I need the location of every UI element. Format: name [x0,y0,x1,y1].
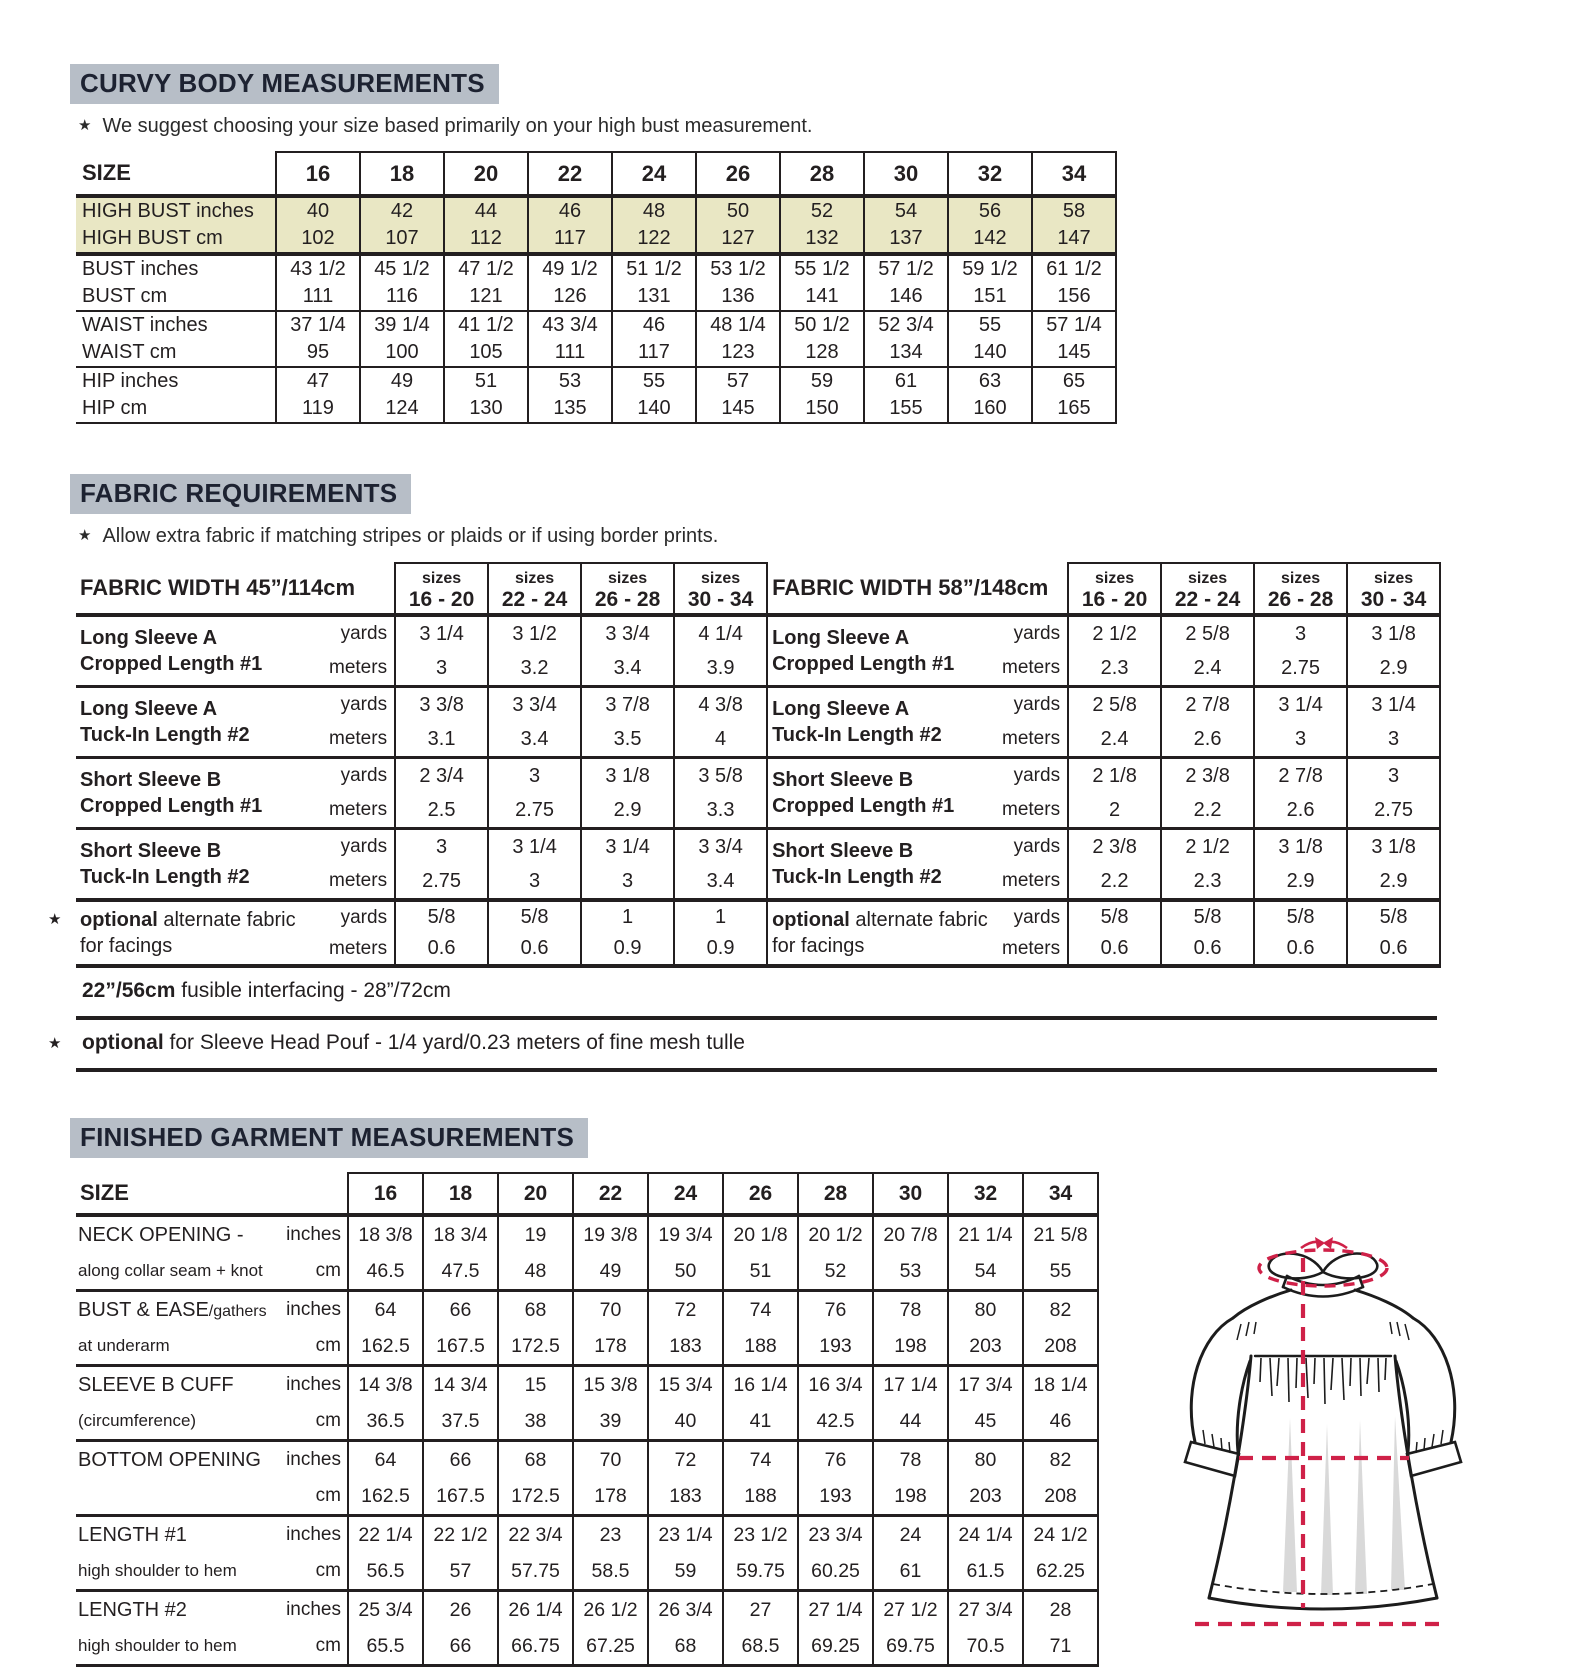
measurement-cell: 14 3/8 36.5 [348,1366,423,1441]
measurement-cell: 51 1/2 131 [612,254,696,311]
unit-labels: yards meters [329,829,395,901]
size-group-header: sizes 22 - 24 [1161,563,1254,615]
unit-labels: yards meters [990,615,1068,687]
measurement-cell: 64 162.5 [348,1441,423,1516]
size-header-row [76,1173,1098,1215]
yardage-cell: 5/8 0.6 [1347,900,1440,966]
measurement-cell: 46 117 [528,196,612,254]
star-icon: ★ [78,117,92,134]
fabric-table-58in [768,562,1441,968]
finished-measurement-row [76,1516,1098,1591]
measurement-cell: 50 1/2 128 [780,311,864,367]
body-measurements-note [78,115,1591,138]
fabric-row [76,758,767,829]
measurement-cell: 27 68.5 [723,1591,798,1666]
measurement-cell: 17 1/4 44 [873,1366,948,1441]
size-column-header: 32 [948,152,1032,196]
measurement-cell: 23 1/2 59.75 [723,1516,798,1591]
measurement-cell: 47 1/2 121 [444,254,528,311]
garment-view-label: Long Sleeve A Cropped Length #1 [768,615,990,687]
measurement-cell: 21 1/4 54 [948,1215,1023,1291]
measurement-row [76,254,1116,311]
size-group-header: sizes 26 - 28 [581,563,674,615]
measurement-cell: 39 1/4 100 [360,311,444,367]
size-column-header: 34 [1023,1173,1098,1215]
measurement-cell: 37 1/4 95 [276,311,360,367]
measurement-cell: 26 66 [423,1591,498,1666]
yardage-cell: 3 2.75 [1347,758,1440,829]
size-column-header: 22 [528,152,612,196]
size-column-header: 16 [276,152,360,196]
measurement-cell: 27 3/4 70.5 [948,1591,1023,1666]
measurement-cell: 18 3/8 46.5 [348,1215,423,1291]
yardage-cell: 3 2.75 [488,758,581,829]
measurement-cell: 82 208 [1023,1441,1098,1516]
size-row-label: SIZE [76,1173,348,1215]
size-column-header: 20 [444,152,528,196]
measurement-cell: 14 3/4 37.5 [423,1366,498,1441]
measurement-row [76,367,1116,423]
yardage-cell: 2 1/8 2 [1068,758,1161,829]
measurement-cell: 56 142 [948,196,1032,254]
row-label: HIGH BUST inches HIGH BUST cm [76,196,276,254]
fabric-row [768,758,1440,829]
fabric-row [768,829,1440,901]
measurement-row [76,196,1116,254]
measurement-cell: 78 198 [873,1441,948,1516]
garment-view-label: Short Sleeve B Cropped Length #1 [76,758,329,829]
size-column-header: 18 [423,1173,498,1215]
size-group-header: sizes 22 - 24 [488,563,581,615]
yardage-cell: 2 1/2 2.3 [1068,615,1161,687]
measurement-cell: 15 38 [498,1366,573,1441]
yardage-cell: 3 1/4 3 [395,615,488,687]
size-row-label: SIZE [76,152,276,196]
finished-measurement-row [76,1441,1098,1516]
tulle-note-text: for Sleeve Head Pouf - 1/4 yard/0.23 meters of fine mesh tulle [163,1031,745,1054]
size-column-header: 20 [498,1173,573,1215]
size-group-header: sizes 26 - 28 [1254,563,1347,615]
measurement-cell: 19 3/8 49 [573,1215,648,1291]
body-measurements-section [76,64,1591,424]
measurement-cell: 41 1/2 105 [444,311,528,367]
measurement-cell: 26 3/4 68 [648,1591,723,1666]
left-cuff [1185,1442,1239,1476]
measurement-cell: 68 172.5 [498,1291,573,1366]
section-title-fabric-requirements: FABRIC REQUIREMENTS [70,474,411,514]
yardage-cell: 2 3/8 2.2 [1068,829,1161,901]
size-group-header: sizes 30 - 34 [1347,563,1440,615]
measurement-cell: 27 1/2 69.75 [873,1591,948,1666]
measurement-cell: 65 165 [1032,367,1116,423]
measurement-cell: 22 1/4 56.5 [348,1516,423,1591]
size-column-header: 24 [648,1173,723,1215]
yardage-cell: 3 1/8 2.9 [581,758,674,829]
measurement-cell: 16 1/4 41 [723,1366,798,1441]
yardage-cell: 2 3/4 2.5 [395,758,488,829]
measurement-cell: 58 147 [1032,196,1116,254]
finished-measurement-row [76,1366,1098,1441]
measurement-cell: 76 193 [798,1441,873,1516]
measurement-cell: 20 1/8 51 [723,1215,798,1291]
measurement-cell: 18 1/4 46 [1023,1366,1098,1441]
interfacing-note [76,968,1437,1020]
note-text: We suggest choosing your size based primarily on your high bust measurement. [102,115,813,137]
measurement-cell: 72 183 [648,1291,723,1366]
body-left-edge [1209,1356,1251,1598]
fabric-width-label: FABRIC WIDTH 45”/114cm [76,563,395,615]
yardage-cell: 3 2.75 [1254,615,1347,687]
fabric-row [76,687,767,758]
garment-view-label: Long Sleeve A Cropped Length #1 [76,615,329,687]
measurement-cell: 68 172.5 [498,1441,573,1516]
yardage-cell: 3 5/8 3.3 [674,758,767,829]
measurement-cell: 45 1/2 116 [360,254,444,311]
row-label: LENGTH #2 inches high shoulder to hem cm [76,1591,348,1666]
size-column-header: 18 [360,152,444,196]
garment-view-label: Long Sleeve A Tuck-In Length #2 [76,687,329,758]
yardage-cell: 3 1/8 2.9 [1254,829,1347,901]
measurement-cell: 64 162.5 [348,1291,423,1366]
measurement-cell: 72 183 [648,1441,723,1516]
garment-view-label: optional alternate fabric for facings [768,900,990,966]
measurement-cell: 53 1/2 136 [696,254,780,311]
measurement-cell: 55 1/2 141 [780,254,864,311]
star-icon: ★ [48,911,62,928]
sleeve-gathers [1203,1322,1443,1453]
star-icon: ★ [48,1035,62,1052]
yardage-cell: 3 3/8 3.1 [395,687,488,758]
yardage-cell: 3 7/8 3.5 [581,687,674,758]
measurement-cell: 47 119 [276,367,360,423]
tulle-note-bold: optional [82,1031,164,1054]
body-measurements-table [76,151,1117,424]
yardage-cell: 3 1/4 3 [1347,687,1440,758]
measurement-cell: 19 3/4 50 [648,1215,723,1291]
measurement-cell: 61 155 [864,367,948,423]
yardage-cell: 3 1/8 2.9 [1347,615,1440,687]
measurement-cell: 78 198 [873,1291,948,1366]
yardage-cell: 3 1/4 3 [581,829,674,901]
measurement-cell: 48 122 [612,196,696,254]
row-label: SLEEVE B CUFF inches (circumference) cm [76,1366,348,1441]
measurement-cell: 57 1/2 146 [864,254,948,311]
garment-view-label: Short Sleeve B Tuck-In Length #2 [76,829,329,901]
measurement-cell: 76 193 [798,1291,873,1366]
unit-labels: yards meters [329,687,395,758]
yardage-cell: 4 1/4 3.9 [674,615,767,687]
measurement-cell: 19 48 [498,1215,573,1291]
measurement-cell: 26 1/2 67.25 [573,1591,648,1666]
measurement-cell: 70 178 [573,1441,648,1516]
size-column-header: 28 [780,152,864,196]
measurement-cell: 74 188 [723,1291,798,1366]
measurement-cell: 70 178 [573,1291,648,1366]
measurement-cell: 23 3/4 60.25 [798,1516,873,1591]
measurement-cell: 54 137 [864,196,948,254]
measurement-cell: 82 208 [1023,1291,1098,1366]
measurement-cell: 52 132 [780,196,864,254]
measurement-cell: 52 3/4 134 [864,311,948,367]
yardage-cell: 5/8 0.6 [1068,900,1161,966]
unit-labels: yards meters [990,900,1068,966]
row-label: NECK OPENING - inches along collar seam + knot cm [76,1215,348,1291]
measure-arrowheads [1315,1237,1333,1249]
measurement-cell: 49 124 [360,367,444,423]
measurement-cell: 46 117 [612,311,696,367]
measurement-cell: 21 5/8 55 [1023,1215,1098,1291]
left-sleeve [1191,1318,1233,1442]
size-group-header: sizes 16 - 20 [395,563,488,615]
yardage-cell: 3 1/4 3 [1254,687,1347,758]
size-column-header: 30 [864,152,948,196]
measurement-cell: 44 112 [444,196,528,254]
measurement-cell: 24 1/4 61.5 [948,1516,1023,1591]
yardage-cell: 3 3/4 3.4 [488,687,581,758]
size-column-header: 16 [348,1173,423,1215]
garment-view-label: Short Sleeve B Cropped Length #1 [768,758,990,829]
garment-view-label: Long Sleeve A Tuck-In Length #2 [768,687,990,758]
yardage-cell: 5/8 0.6 [488,900,581,966]
unit-labels: yards meters [990,758,1068,829]
fabric-row [76,615,767,687]
row-label: LENGTH #1 inches high shoulder to hem cm [76,1516,348,1591]
measurement-cell: 25 3/4 65.5 [348,1591,423,1666]
yardage-cell: 2 3/8 2.2 [1161,758,1254,829]
unit-labels: yards meters [990,829,1068,901]
row-label: HIP inches HIP cm [76,367,276,423]
yardage-cell: 5/8 0.6 [395,900,488,966]
row-label: BUST & EASE/gathers inches at underarm cm [76,1291,348,1366]
measurement-row [76,311,1116,367]
measurement-cell: 53 135 [528,367,612,423]
size-column-header: 30 [873,1173,948,1215]
measurement-cell: 74 188 [723,1441,798,1516]
fabric-row [768,615,1440,687]
yardage-cell: 2 5/8 2.4 [1161,615,1254,687]
measurement-cell: 43 3/4 111 [528,311,612,367]
measurement-cell: 40 102 [276,196,360,254]
measurement-cell: 24 1/2 62.25 [1023,1516,1098,1591]
yardage-cell: 1 0.9 [674,900,767,966]
measurement-cell: 66 167.5 [423,1441,498,1516]
garment-view-label: ★ optional alternate fabric for facings [76,900,329,966]
yardage-cell: 2 1/2 2.3 [1161,829,1254,901]
yardage-cell: 2 5/8 2.4 [1068,687,1161,758]
fabric-row [76,900,767,966]
finished-measurement-row [76,1591,1098,1666]
fabric-row [768,900,1440,966]
note-text: Allow extra fabric if matching stripes or plaids or if using border prints. [102,525,719,547]
measurement-cell: 57 145 [696,367,780,423]
measurement-cell: 59 150 [780,367,864,423]
measurement-cell: 23 1/4 59 [648,1516,723,1591]
measurement-cell: 48 1/4 123 [696,311,780,367]
fabric-width-label: FABRIC WIDTH 58”/148cm [768,563,1068,615]
star-icon: ★ [78,527,92,544]
unit-labels: yards meters [990,687,1068,758]
measurement-cell: 63 160 [948,367,1032,423]
measurement-cell: 16 3/4 42.5 [798,1366,873,1441]
finished-measurement-row [76,1215,1098,1291]
finished-garment-section [76,1118,1591,1667]
measurement-cell: 43 1/2 111 [276,254,360,311]
row-label: WAIST inches WAIST cm [76,311,276,367]
finished-garment-table [76,1172,1099,1667]
unit-labels: yards meters [329,615,395,687]
fabric-table-45in [48,562,768,968]
measurement-cell: 15 3/8 39 [573,1366,648,1441]
size-column-header: 24 [612,152,696,196]
measurement-cell: 57 1/4 145 [1032,311,1116,367]
measurement-cell: 22 3/4 57.75 [498,1516,573,1591]
size-group-header: sizes 30 - 34 [674,563,767,615]
fabric-row [76,829,767,901]
yardage-cell: 2 7/8 2.6 [1161,687,1254,758]
yardage-cell: 3 3/4 3.4 [674,829,767,901]
yardage-cell: 1 0.9 [581,900,674,966]
hem [1209,1598,1437,1609]
row-label: BUST inches BUST cm [76,254,276,311]
garment-view-label: Short Sleeve B Tuck-In Length #2 [768,829,990,901]
fabric-tables [48,562,1591,968]
yardage-cell: 3 3/4 3.4 [581,615,674,687]
size-header-row [76,152,1116,196]
yardage-cell: 4 3/8 4 [674,687,767,758]
yardage-cell: 3 2.75 [395,829,488,901]
measurement-cell: 22 1/2 57 [423,1516,498,1591]
yardage-cell: 3 1/8 2.9 [1347,829,1440,901]
measurement-cell: 55 140 [948,311,1032,367]
size-column-header: 34 [1032,152,1116,196]
measurement-cell: 20 7/8 53 [873,1215,948,1291]
right-cuff [1407,1442,1461,1476]
measurement-cell: 28 71 [1023,1591,1098,1666]
measurement-cell: 59 1/2 151 [948,254,1032,311]
interfacing-text: fusible interfacing - 28”/72cm [175,979,451,1002]
blouse-technical-drawing [1155,1206,1485,1638]
fabric-requirements-note [78,525,1591,548]
measurement-cell: 61 1/2 156 [1032,254,1116,311]
measurement-cell: 23 58.5 [573,1516,648,1591]
yoke-gathers [1260,1358,1386,1404]
section-title-finished-garment: FINISHED GARMENT MEASUREMENTS [70,1118,588,1158]
fabric-row [768,687,1440,758]
yardage-cell: 5/8 0.6 [1254,900,1347,966]
fabric-requirements-section [48,474,1591,1072]
interfacing-size: 22”/56cm [82,979,176,1002]
unit-labels: yards meters [329,900,395,966]
measurement-cell: 26 1/4 66.75 [498,1591,573,1666]
measurement-cell: 49 1/2 126 [528,254,612,311]
row-label: BOTTOM OPENING inches cm [76,1441,348,1516]
size-group-header-row [768,563,1440,615]
measurement-cell: 66 167.5 [423,1291,498,1366]
measurement-cell: 18 3/4 47.5 [423,1215,498,1291]
collar-tie [1269,1254,1378,1297]
size-column-header: 26 [723,1173,798,1215]
size-column-header: 22 [573,1173,648,1215]
size-group-header-row [76,563,767,615]
unit-labels: yards meters [329,758,395,829]
measurement-cell: 15 3/4 40 [648,1366,723,1441]
measurement-cell: 24 61 [873,1516,948,1591]
size-column-header: 32 [948,1173,1023,1215]
measurement-cell: 51 130 [444,367,528,423]
size-column-header: 28 [798,1173,873,1215]
finished-measurement-row [76,1291,1098,1366]
section-title-body-measurements: CURVY BODY MEASUREMENTS [70,64,499,104]
measurement-cell: 80 203 [948,1441,1023,1516]
measurement-cell: 20 1/2 52 [798,1215,873,1291]
size-column-header: 26 [696,152,780,196]
yardage-cell: 5/8 0.6 [1161,900,1254,966]
measurement-cell: 55 140 [612,367,696,423]
yardage-cell: 3 1/2 3.2 [488,615,581,687]
measurement-cell: 42 107 [360,196,444,254]
right-sleeve [1413,1318,1455,1442]
measurement-cell: 80 203 [948,1291,1023,1366]
yardage-cell: 2 7/8 2.6 [1254,758,1347,829]
measurement-cell: 50 127 [696,196,780,254]
measurement-cell: 17 3/4 45 [948,1366,1023,1441]
size-group-header: sizes 16 - 20 [1068,563,1161,615]
measurement-cell: 27 1/4 69.25 [798,1591,873,1666]
tulle-note [48,1020,1437,1072]
yardage-cell: 3 1/4 3 [488,829,581,901]
